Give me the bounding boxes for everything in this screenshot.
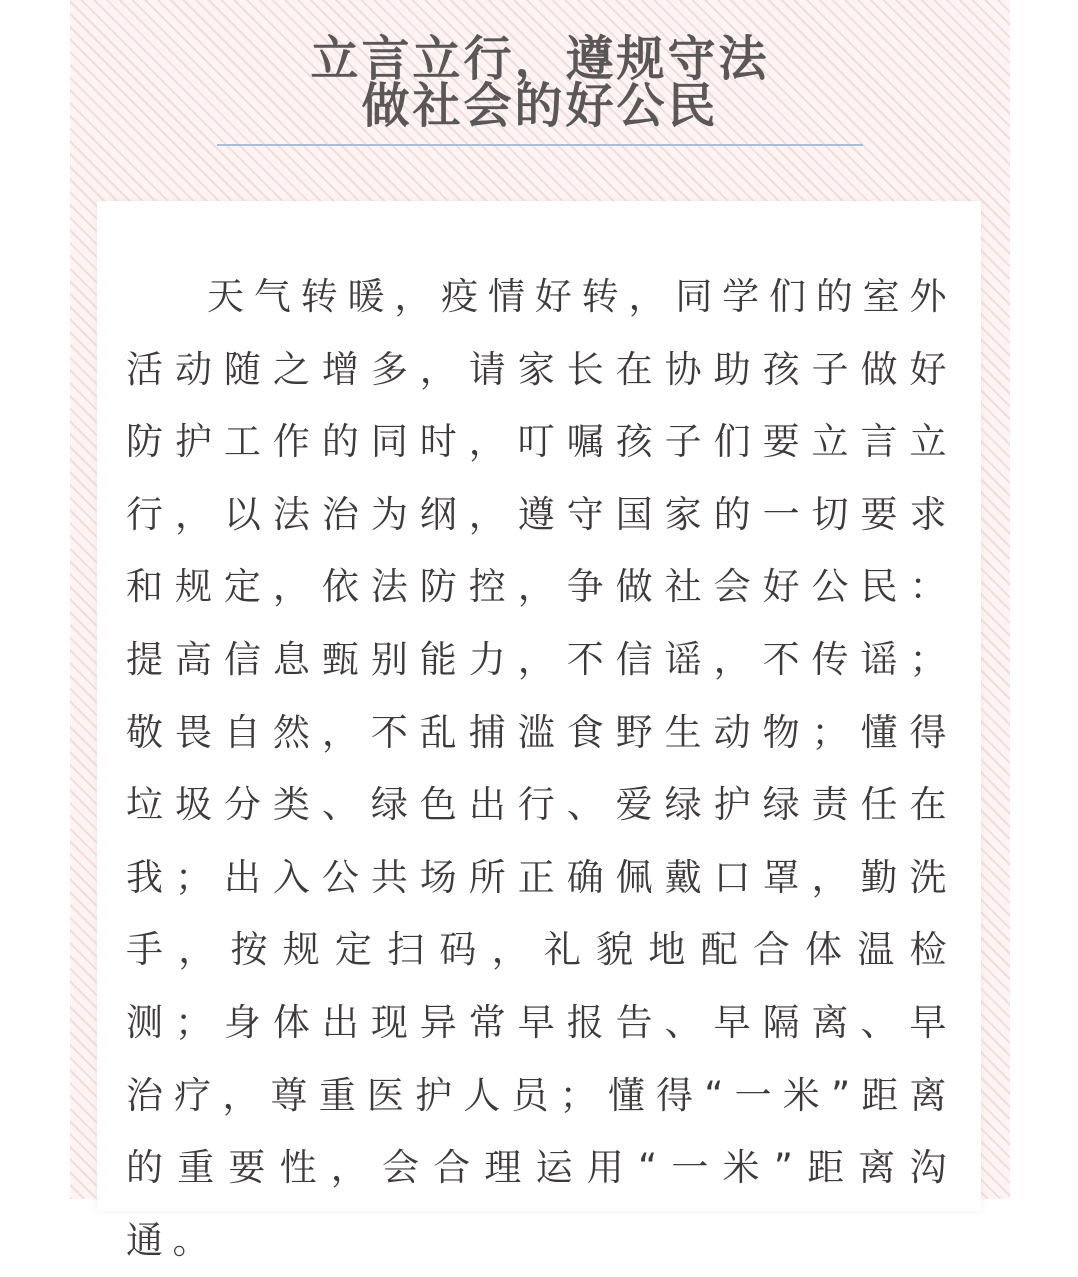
content-card xyxy=(97,201,981,1262)
title-block xyxy=(70,0,1010,200)
article-paragraph: 天气转暖，疫情好转，同学们的室外活动随之增多，请家长在协助孩子做好防护工作的同时，叮嘱孩子们要立言立行，以法治为纲，遵守国家的一切要求和规定，依法防控，争做社会好公民：提高信息甄别能力，不信谣，不传谣；敬畏自然，不乱捕滥食野生动物；懂得垃圾分类、绿色出行、爱绿护绿责任在我；出入公共场所正确佩戴口罩，勤洗手，按规定扫码，礼貌地配合体温检测；身体出现异常早报告、早隔离、早治疗，尊重医护人员；懂得“一米”距离的重要性，会合理运用“一米”距离沟通。 xyxy=(126,275,956,1262)
title-line-2: 做社会的好公民 xyxy=(361,78,719,134)
title-line-1: 立言立行，遵规守法 xyxy=(310,31,770,87)
title-divider xyxy=(217,144,863,146)
